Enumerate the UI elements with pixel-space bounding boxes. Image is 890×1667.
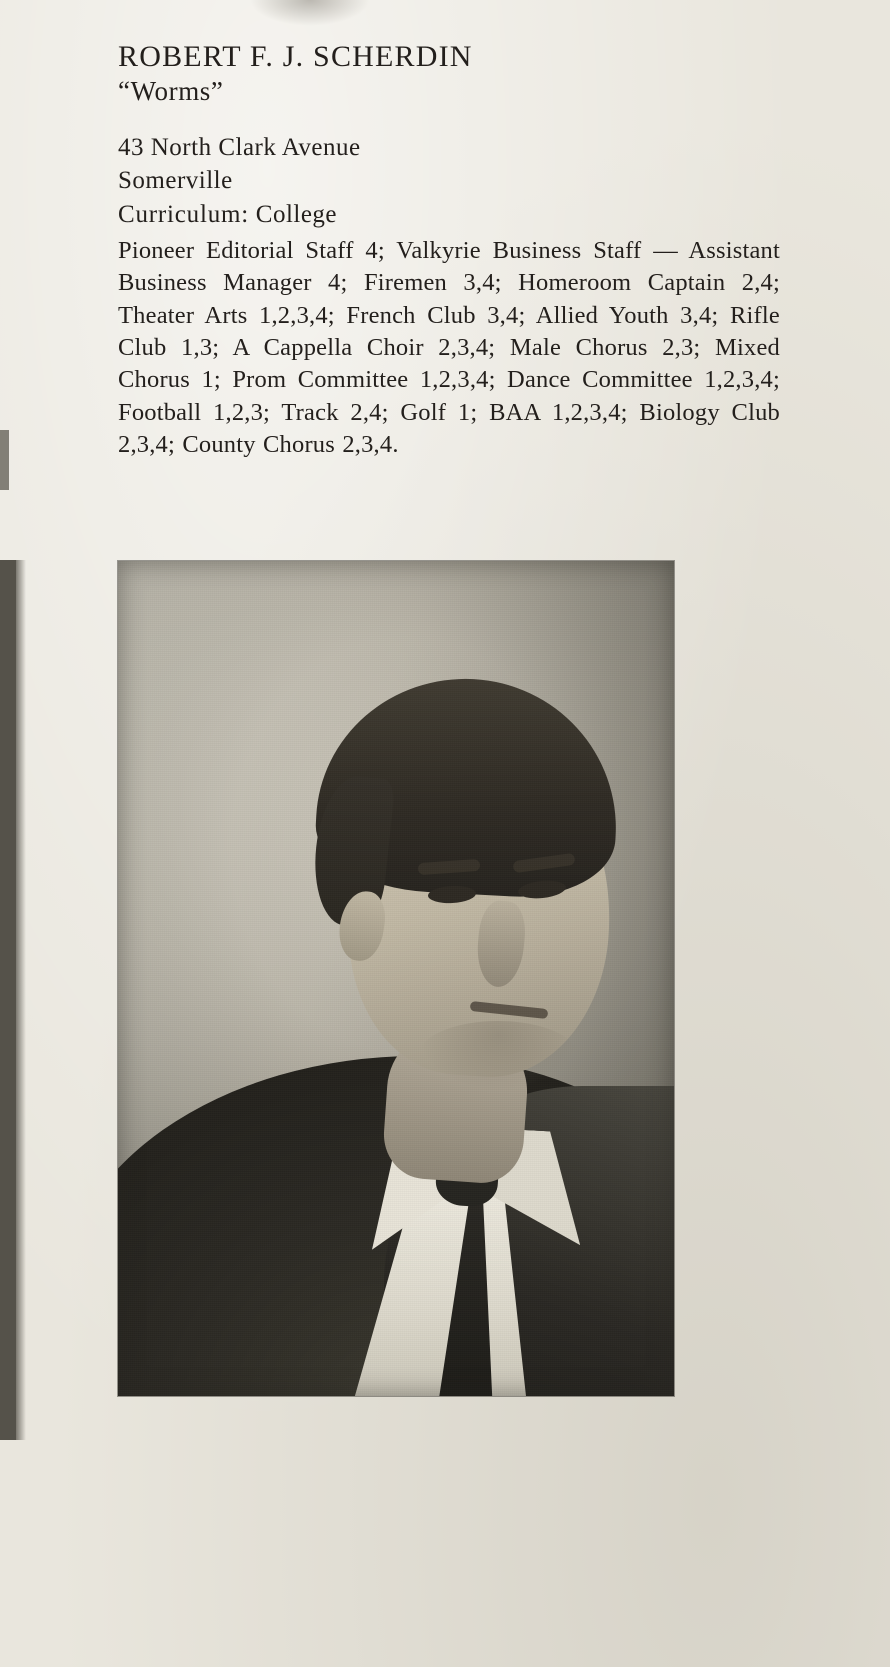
page-gutter-fade (16, 560, 26, 1440)
student-name: ROBERT F. J. SCHERDIN (118, 40, 473, 73)
curriculum-label: Curriculum: (118, 200, 250, 228)
photo-grain (118, 561, 674, 1396)
student-town: Somerville (118, 167, 233, 195)
scan-smudge (250, 0, 370, 26)
student-nickname: “Worms” (118, 75, 224, 106)
portrait-photo (118, 561, 674, 1396)
page-gutter-shadow-top (0, 430, 9, 490)
student-activities: Pioneer Editorial Staff 4; Valkyrie Business Staff — Assistant Business Manager 4; Firemen 3,4; Homeroom Captain 2,4; Theater Arts 1,2,3,4; French Club 3,4; Allied Youth 3,4; Rifle Club 1,3; A Cappella Choir 2,3,4; Male Chorus 2,3; Mixed Chorus 1; Prom Committee 1,2,3,4; Dance Committee 1,2,3,4; Football 1,2,3; Track 2,4; Golf 1; BAA 1,2,3,4; Biology Club 2,3,4; County Chorus 2,3,4. (118, 237, 780, 459)
student-address: 43 North Clark Avenue (118, 133, 361, 161)
student-details (118, 131, 780, 232)
curriculum-value: College (255, 200, 338, 228)
page-gutter-shadow (0, 560, 16, 1440)
portrait-image (118, 561, 674, 1396)
senior-entry (118, 40, 780, 461)
student-curriculum (118, 198, 780, 232)
